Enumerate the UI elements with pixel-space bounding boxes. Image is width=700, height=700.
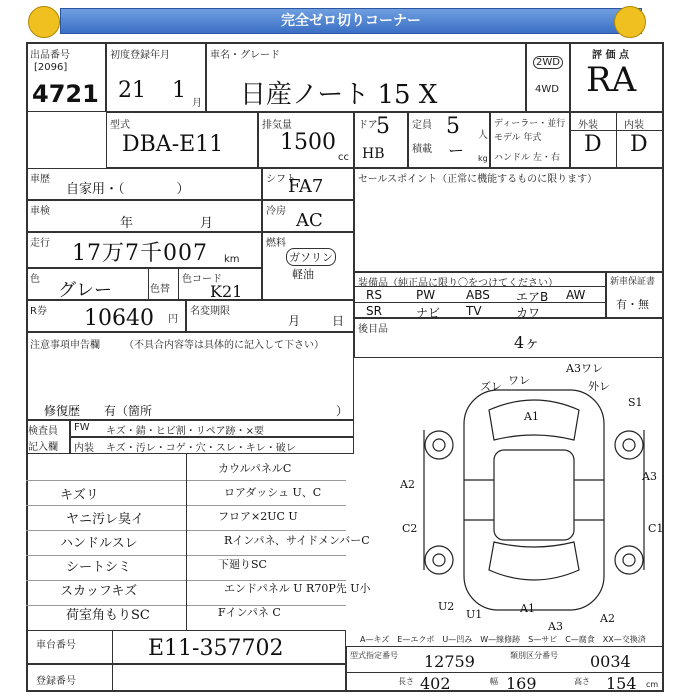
category-value: 0034	[590, 652, 631, 671]
damage-note: エンドパネル U R70P先 U小	[224, 582, 371, 595]
grade-label: 評 価 点	[592, 50, 629, 61]
damage-note: Fインパネ C	[218, 606, 281, 619]
drive-cell	[526, 42, 570, 112]
equipment-item: TV	[466, 304, 482, 318]
repair-history: 修復歴 有（箇所	[44, 404, 153, 418]
displacement-label: 排気量	[262, 120, 292, 131]
name-change-label: 名変期限	[190, 306, 230, 317]
damage-note: スカッフキズ	[60, 584, 138, 599]
mileage-label: 走行	[30, 238, 50, 249]
equipment-item: SR	[366, 304, 382, 318]
seats-value: 5	[446, 114, 460, 139]
name-change-day: 日	[332, 314, 345, 328]
inspection-month: 月	[200, 216, 214, 231]
body-type: HB	[362, 146, 385, 162]
diagram-mark: ワレ	[508, 374, 530, 387]
displacement-value: 1500	[280, 130, 336, 155]
car-name-label: 車名・グレード	[210, 50, 280, 61]
lot-label: 出品番号	[30, 50, 70, 61]
damage-note: フロア×2UC U	[218, 510, 298, 523]
load-value: ー	[448, 141, 465, 160]
recycle-unit: 円	[168, 314, 178, 325]
history-value: 自家用・（ ）	[66, 182, 190, 197]
repair-end: ）	[336, 404, 349, 418]
equipment-item: カワ	[516, 306, 541, 320]
doors-value: 5	[376, 114, 390, 139]
model-year-label: モデル 年式	[494, 133, 542, 143]
load-label: 積載	[412, 144, 432, 155]
equipment-item: ABS	[466, 288, 490, 302]
chassis-label: 車台番号	[36, 640, 76, 651]
fuel-label: 燃料	[266, 238, 286, 249]
sales-point-label: セールスポイント（正常に機能するものに限ります）	[358, 174, 598, 185]
rear-value: 4ヶ	[514, 333, 541, 352]
warranty-value: 有・無	[616, 298, 649, 311]
legend: A—キズ E—エクボ U—凹み W—線修跡 S—サビ C—腐食 XX—交換済	[360, 635, 646, 644]
diagram-mark: U2	[438, 600, 455, 613]
fw-text: キズ・錆・ヒビ割・リペア跡・×要	[106, 426, 264, 437]
cooling-value: AC	[296, 210, 323, 231]
first-reg-year: 21	[118, 78, 146, 103]
length-label: 長さ	[398, 677, 414, 686]
diagram-mark: 外レ	[588, 380, 610, 393]
dealer-label: ディーラー・並行	[494, 119, 566, 129]
seats-unit: 人	[478, 130, 488, 141]
damage-note: ヤニ汚レ臭イ	[66, 512, 145, 527]
rear-cell	[354, 318, 664, 358]
equipment-item: RS	[366, 288, 382, 302]
equipment-item: AW	[566, 288, 586, 302]
inspection-cell	[26, 200, 262, 232]
load-unit: kg	[478, 154, 488, 163]
width-label: 幅	[490, 677, 498, 686]
color-code-value: K21	[210, 282, 243, 301]
month-unit: 月	[192, 98, 202, 109]
handle-label: ハンドル 左・右	[494, 153, 560, 163]
drive-2wd: 2WD	[533, 56, 563, 69]
damage-note: Rインパネ、サイドメンバーC	[224, 534, 370, 547]
notes-divider	[186, 454, 187, 630]
warranty-label: 新車保証書	[610, 277, 656, 287]
diagram-mark: A1	[524, 410, 539, 423]
displacement-unit: cc	[338, 152, 349, 163]
diagram-mark: C1	[648, 522, 664, 535]
mascot-icon	[614, 6, 646, 38]
diagram-mark: C2	[402, 522, 418, 535]
mascot-icon	[28, 6, 60, 38]
car-name-value: 日産ノート 15 X	[240, 80, 438, 110]
diagram-mark: U1	[466, 608, 483, 621]
model-label: 型式	[110, 120, 130, 131]
shift-label: シフト	[266, 174, 296, 185]
color-code-label: 色コード	[182, 274, 222, 285]
fw-label: FW	[74, 422, 90, 433]
int-row-text: キズ・汚レ・コゲ・穴・スレ・キレ・破レ	[106, 443, 296, 454]
lot-sub: [2096]	[34, 62, 68, 73]
car-body-diagram	[394, 370, 664, 630]
equipment-item: ナビ	[416, 306, 441, 320]
damage-note: シートシミ	[66, 560, 132, 575]
cooling-label: 冷房	[266, 206, 286, 217]
diagram-mark: A3	[642, 470, 657, 483]
model-value: DBA-E11	[122, 132, 224, 157]
color-value: グレー	[58, 280, 112, 301]
seats-label: 定員	[412, 120, 432, 131]
inspection-year: 年	[120, 216, 134, 231]
grade-value: RA	[586, 60, 637, 100]
equipment-label: 装備品（純正品に限り〇をつけてください）	[358, 278, 558, 289]
diagram-mark: A3	[548, 620, 563, 633]
fuel-gasoline: ガソリン	[286, 248, 336, 266]
type-designation-label: 型式指定番号	[350, 651, 398, 660]
chassis-value: E11-357702	[148, 636, 284, 661]
doors-label: ドア	[358, 120, 378, 131]
damage-note: ロアダッシュ U、C	[224, 486, 322, 499]
color-label: 色	[30, 274, 40, 285]
damage-note: ハンドルスレ	[60, 536, 138, 551]
diagram-mark: S1	[628, 396, 643, 409]
diagram-mark: A2	[400, 478, 415, 491]
ext-grade: D	[584, 132, 602, 157]
first-reg-label: 初度登録年月	[110, 50, 170, 61]
rear-label: 後目品	[358, 324, 388, 335]
int-label: 内装	[624, 120, 644, 131]
damage-note: 下廻りSC	[218, 558, 267, 571]
category-label: 類別区分番号	[510, 651, 558, 660]
dims-unit: cm	[646, 680, 659, 689]
recycle-label: R券	[30, 306, 47, 317]
registration-label: 登録番号	[36, 676, 76, 687]
notes-sub: （不具合内容等は具体的に記入して下さい）	[124, 340, 324, 351]
equipment-item: PW	[416, 288, 436, 302]
fuel-diesel: 軽油	[292, 268, 314, 281]
checker-label1: 検査員	[28, 426, 58, 437]
diagram-mark: A2	[600, 612, 615, 625]
width-value: 169	[506, 674, 537, 693]
height-value: 154	[606, 674, 637, 693]
int-row-label: 内装	[74, 443, 94, 454]
type-designation-value: 12759	[424, 652, 475, 671]
length-value: 402	[420, 674, 451, 693]
history-label: 車歴	[30, 174, 50, 185]
damage-note: キズリ	[60, 488, 99, 503]
damage-note: カウルパネルC	[218, 462, 292, 475]
name-change-month: 月	[288, 314, 301, 328]
inspection-label: 車検	[30, 206, 50, 217]
mileage-unit: km	[224, 254, 240, 265]
height-label: 高さ	[574, 677, 590, 686]
corner-title-banner: 完全ゼロ切りコーナー	[60, 8, 642, 34]
notes-label: 注意事項申告欄	[30, 340, 100, 351]
diagram-mark: A1	[520, 602, 535, 615]
int-grade: D	[630, 132, 648, 157]
diagram-mark: A3ワレ	[566, 362, 603, 375]
mileage-value: 17万7千007	[72, 241, 208, 266]
damage-note: 荷室角もりSC	[66, 608, 150, 623]
recycle-value: 10640	[84, 306, 154, 331]
checker-label2: 記入欄	[28, 442, 58, 453]
drive-4wd: 4WD	[535, 84, 559, 95]
first-reg-month: 1	[172, 78, 186, 103]
lot-number: 4721	[32, 80, 99, 108]
color-change-label: 色替	[150, 284, 170, 295]
equipment-item: エアB	[516, 290, 549, 304]
ext-label: 外装	[578, 120, 598, 131]
diagram-mark: ズレ	[480, 380, 502, 393]
shift-value: FA7	[288, 176, 324, 197]
